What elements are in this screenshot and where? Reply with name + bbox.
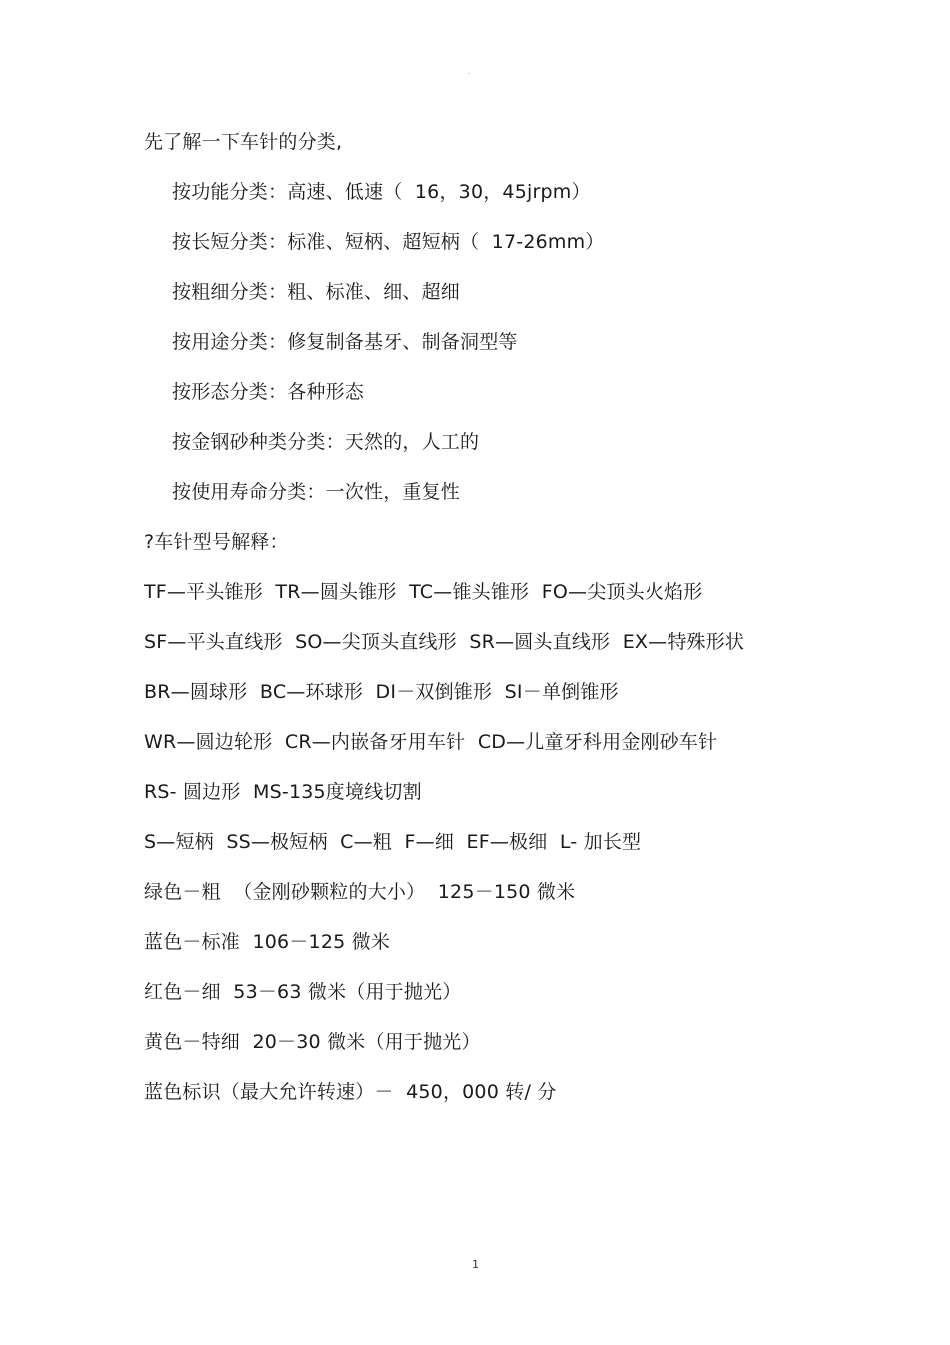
classification-shape: 按形态分类：各种形态 bbox=[172, 381, 365, 403]
classification-diamond: 按金钢砂种类分类：天然的，人工的 bbox=[172, 431, 480, 453]
model-heading: ?车针型号解释： bbox=[144, 531, 289, 553]
model-line-5: RS- 圆边形 MS-135度境线切割 bbox=[144, 781, 422, 803]
model-line-2: SF—平头直线形 SO—尖顶头直线形 SR—圆头直线形 EX—特殊形状 bbox=[144, 631, 745, 653]
classification-lifespan: 按使用寿命分类：一次性，重复性 bbox=[172, 481, 461, 503]
color-red: 红色－细 53－63 微米（用于抛光） bbox=[144, 981, 462, 1003]
classification-length: 按长短分类：标准、短柄、超短柄（ 17-26mm） bbox=[172, 231, 605, 253]
header-mark: - bbox=[468, 70, 471, 77]
color-blue: 蓝色－标准 106－125 微米 bbox=[144, 931, 391, 953]
color-blue-speed: 蓝色标识（最大允许转速）－ 450，000 转/ 分 bbox=[144, 1081, 557, 1103]
classification-thickness: 按粗细分类：粗、标准、细、超细 bbox=[172, 281, 461, 303]
model-line-4: WR—圆边轮形 CR—内嵌备牙用车针 CD—儿童牙科用金刚砂车针 bbox=[144, 731, 718, 753]
model-line-6: S—短柄 SS—极短柄 C—粗 F—细 EF—极细 L- 加长型 bbox=[144, 831, 642, 853]
intro-line: 先了解一下车针的分类, bbox=[144, 131, 343, 153]
model-line-3: BR—圆球形 BC—环球形 DI－双倒锥形 SI－单倒锥形 bbox=[144, 681, 619, 703]
page-number: 1 bbox=[472, 1258, 479, 1271]
classification-function: 按功能分类：高速、低速（ 16，30，45jrpm） bbox=[172, 181, 591, 203]
color-green: 绿色－粗 （金刚砂颗粒的大小） 125－150 微米 bbox=[144, 881, 576, 903]
model-line-1: TF—平头锥形 TR—圆头锥形 TC—锥头锥形 FO—尖顶头火焰形 bbox=[144, 581, 703, 603]
classification-usage: 按用途分类：修复制备基牙、制备洞型等 bbox=[172, 331, 518, 353]
color-yellow: 黄色－特细 20－30 微米（用于抛光） bbox=[144, 1031, 481, 1053]
